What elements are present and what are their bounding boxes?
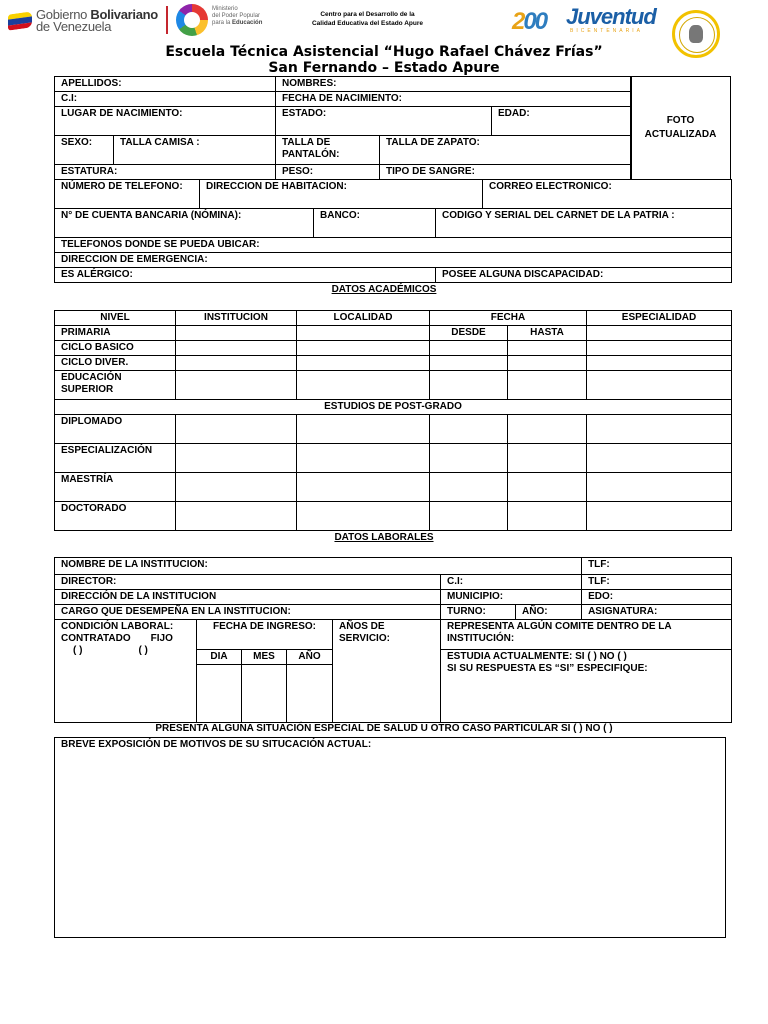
cell[interactable]	[587, 444, 732, 473]
cell[interactable]	[508, 371, 587, 400]
centro-line1: Centro para el Desarrollo de la	[320, 11, 415, 18]
contact-table	[54, 179, 732, 283]
min-line2: del Poder Popular	[212, 13, 261, 19]
lugar-nacimiento-field[interactable]: LUGAR DE NACIMIENTO:	[55, 107, 276, 136]
school-title: Escuela Técnica Asistencial “Hugo Rafael Chávez Frías”	[165, 44, 603, 60]
min-line1: Ministerio	[212, 6, 238, 12]
discapacidad-field[interactable]: POSEE ALGUNA DISCAPACIDAD:	[436, 268, 732, 283]
logo-200-a: 2	[512, 8, 524, 35]
cell[interactable]	[176, 326, 297, 341]
cell[interactable]	[508, 415, 587, 444]
cell[interactable]	[176, 356, 297, 371]
gobierno-bolivariano-logo	[8, 6, 178, 36]
foto-box[interactable]: FOTO ACTUALIZADA	[630, 76, 731, 180]
exposicion-box[interactable]	[54, 737, 726, 938]
cell[interactable]	[587, 356, 732, 371]
edo-field[interactable]: EDO:	[582, 590, 732, 605]
ci-field[interactable]: C.I:	[55, 92, 276, 107]
cell[interactable]	[176, 415, 297, 444]
contratado-checkbox[interactable]: ( )	[73, 645, 83, 656]
especifique-field: SI SU RESPUESTA ES “SI” ESPECIFIQUE:	[447, 663, 648, 674]
logo-200-b: 00	[523, 8, 547, 35]
tipo-sangre-field[interactable]: TIPO DE SANGRE:	[380, 165, 632, 180]
anio-header: AÑO	[287, 650, 333, 665]
laborales-title: DATOS LABORALES	[334, 532, 434, 543]
ministerio-text	[212, 6, 282, 27]
cell[interactable]	[508, 356, 587, 371]
gob-line2: de Venezuela	[36, 19, 112, 34]
estatura-field[interactable]: ESTATURA:	[55, 165, 276, 180]
cell[interactable]	[587, 341, 732, 356]
mes-header: MES	[242, 650, 287, 665]
condicion-laboral-cell	[55, 620, 197, 723]
cuenta-bancaria-field[interactable]: N° DE CUENTA BANCARIA (NÓMINA):	[55, 209, 314, 238]
direccion-emergencia-field[interactable]: DIRECCION DE EMERGENCIA:	[55, 253, 732, 268]
header-especialidad: ESPECIALIDAD	[587, 311, 732, 326]
cell[interactable]	[508, 502, 587, 531]
centro-text	[290, 10, 445, 28]
talla-zapato-field[interactable]: TALLA DE ZAPATO:	[380, 136, 632, 165]
school-location: San Fernando – Estado Apure	[268, 60, 500, 76]
cell[interactable]	[297, 341, 430, 356]
dia-header: DIA	[197, 650, 242, 665]
cargo-field[interactable]: CARGO QUE DESEMPEÑA EN LA INSTITUCION:	[55, 605, 441, 620]
peso-field[interactable]: PESO:	[276, 165, 380, 180]
header-desde: DESDE	[430, 326, 508, 341]
ministerio-ring-logo-icon	[176, 4, 208, 36]
cell[interactable]	[430, 444, 508, 473]
cell[interactable]	[297, 371, 430, 400]
talla-camisa-field[interactable]: TALLA CAMISA :	[114, 136, 276, 165]
nivel-primaria: PRIMARIA	[55, 326, 176, 341]
cell[interactable]	[508, 473, 587, 502]
banco-field[interactable]: BANCO:	[314, 209, 436, 238]
postgrado-title: ESTUDIOS DE POST-GRADO	[55, 400, 732, 415]
cell[interactable]	[430, 502, 508, 531]
cell[interactable]	[297, 326, 430, 341]
header-institucion: INSTITUCION	[176, 311, 297, 326]
cell[interactable]	[430, 371, 508, 400]
direccion-habitacion-field[interactable]: DIRECCION DE HABITACION:	[200, 180, 483, 209]
cell[interactable]	[587, 326, 732, 341]
asignatura-field[interactable]: ASIGNATURA:	[582, 605, 732, 620]
cell[interactable]	[176, 502, 297, 531]
municipio-field[interactable]: MUNICIPIO:	[441, 590, 582, 605]
laborales-table	[54, 557, 732, 723]
cell[interactable]	[176, 473, 297, 502]
tlf-field[interactable]: TLF:	[582, 558, 732, 575]
cell[interactable]	[430, 341, 508, 356]
estudia-field: ESTUDIA ACTUALMENTE: SI ( ) NO ( )	[447, 651, 627, 662]
juventud-logo: Juventud	[566, 4, 656, 29]
nombre-institucion-field[interactable]: NOMBRE DE LA INSTITUCION:	[55, 558, 582, 575]
cell[interactable]	[297, 444, 430, 473]
fijo-checkbox[interactable]: ( )	[138, 645, 148, 656]
cell[interactable]	[430, 415, 508, 444]
postgrado-doctorado: DOCTORADO	[55, 502, 176, 531]
postgrado-maestria: MAESTRÍA	[55, 473, 176, 502]
fecha-nacimiento-field[interactable]: FECHA DE NACIMIENTO:	[276, 92, 632, 107]
comite-field[interactable]: REPRESENTA ALGÚN COMITE DENTRO DE LA INSTITUCIÓN:	[441, 620, 732, 650]
cell[interactable]	[587, 371, 732, 400]
contratado-label: CONTRATADO	[61, 633, 131, 644]
carnet-patria-field[interactable]: CODIGO Y SERIAL DEL CARNET DE LA PATRIA :	[436, 209, 732, 238]
cell[interactable]	[508, 444, 587, 473]
anio-value[interactable]	[287, 665, 333, 723]
postgrado-diplomado: DIPLOMADO	[55, 415, 176, 444]
telefono-field[interactable]: NÚMERO DE TELEFONO:	[55, 180, 200, 209]
min-line3: para la	[212, 20, 231, 26]
nivel-educacion-superior: EDUCACIÓN SUPERIOR	[55, 371, 176, 400]
correo-field[interactable]: CORREO ELECTRONICO:	[483, 180, 732, 209]
anios-servicio-field[interactable]: AÑOS DE SERVICIO:	[333, 620, 441, 723]
apellidos-field[interactable]: APELLIDOS:	[55, 77, 276, 92]
director-ci-field[interactable]: C.I:	[441, 575, 582, 590]
header-localidad: LOCALIDAD	[297, 311, 430, 326]
telefonos-ubicar-field[interactable]: TELEFONOS DONDE SE PUEDA UBICAR:	[55, 238, 732, 253]
director-tlf-field[interactable]: TLF:	[582, 575, 732, 590]
dia-value[interactable]	[197, 665, 242, 723]
min-bold: Educación	[232, 20, 263, 26]
fijo-label: FIJO	[150, 633, 173, 644]
mes-value[interactable]	[242, 665, 287, 723]
nivel-ciclo-basico: CICLO BASICO	[55, 341, 176, 356]
header-fecha: FECHA	[430, 311, 587, 326]
cell[interactable]	[587, 502, 732, 531]
cell[interactable]	[430, 356, 508, 371]
estudia-cell[interactable]	[441, 650, 732, 723]
centro-line2: Calidad Educativa del Estado Apure	[311, 20, 423, 27]
cell[interactable]	[587, 415, 732, 444]
gob-line1b: Bolivariano	[90, 7, 158, 22]
bicentenario-logo	[512, 8, 546, 36]
exposicion-label: BREVE EXPOSICIÓN DE MOTIVOS DE SU SITUCACIÓN ACTUAL:	[61, 739, 372, 750]
cell[interactable]	[508, 341, 587, 356]
cell[interactable]	[430, 473, 508, 502]
academicos-table	[54, 310, 732, 531]
nombres-field[interactable]: NOMBRES:	[276, 77, 632, 92]
cell[interactable]	[587, 473, 732, 502]
sexo-field[interactable]: SEXO:	[55, 136, 114, 165]
header-hasta: HASTA	[508, 326, 587, 341]
edad-field[interactable]: EDAD:	[492, 107, 632, 136]
nivel-ciclo-diver: CICLO DIVER.	[55, 356, 176, 371]
cell[interactable]	[297, 502, 430, 531]
cell[interactable]	[297, 473, 430, 502]
estado-field[interactable]: ESTADO:	[276, 107, 492, 136]
personal-table	[54, 76, 632, 180]
condicion-laboral-label: CONDICIÓN LABORAL:	[61, 621, 174, 632]
cell[interactable]	[176, 371, 297, 400]
direccion-institucion-field[interactable]: DIRECCIÓN DE LA INSTITUCION	[55, 590, 441, 605]
header-nivel: NIVEL	[55, 311, 176, 326]
turno-field[interactable]: TURNO:	[441, 605, 516, 620]
cell[interactable]	[176, 444, 297, 473]
gob-line1a: Gobierno	[36, 7, 88, 22]
alergico-field[interactable]: ES ALÉRGICO:	[55, 268, 436, 283]
cell[interactable]	[176, 341, 297, 356]
venezuela-flag-icon	[8, 11, 32, 30]
talla-pantalon-field[interactable]: TALLA DE PANTALÓN:	[276, 136, 380, 165]
academicos-title: DATOS ACADÉMICOS	[331, 284, 437, 295]
salud-question: PRESENTA ALGUNA SITUACIÓN ESPECIAL DE SALUD U OTRO CASO PARTICULAR SI ( ) NO ( )	[155, 723, 613, 734]
juventud-sub: BICENTENARIA	[570, 28, 643, 34]
director-field[interactable]: DIRECTOR:	[55, 575, 441, 590]
fecha-ingreso-header: FECHA DE INGRESO:	[197, 620, 333, 650]
header-divider	[166, 6, 168, 34]
anio-field[interactable]: AÑO:	[516, 605, 582, 620]
cell[interactable]	[297, 415, 430, 444]
cell[interactable]	[297, 356, 430, 371]
postgrado-especializacion: ESPECIALIZACIÓN	[55, 444, 176, 473]
